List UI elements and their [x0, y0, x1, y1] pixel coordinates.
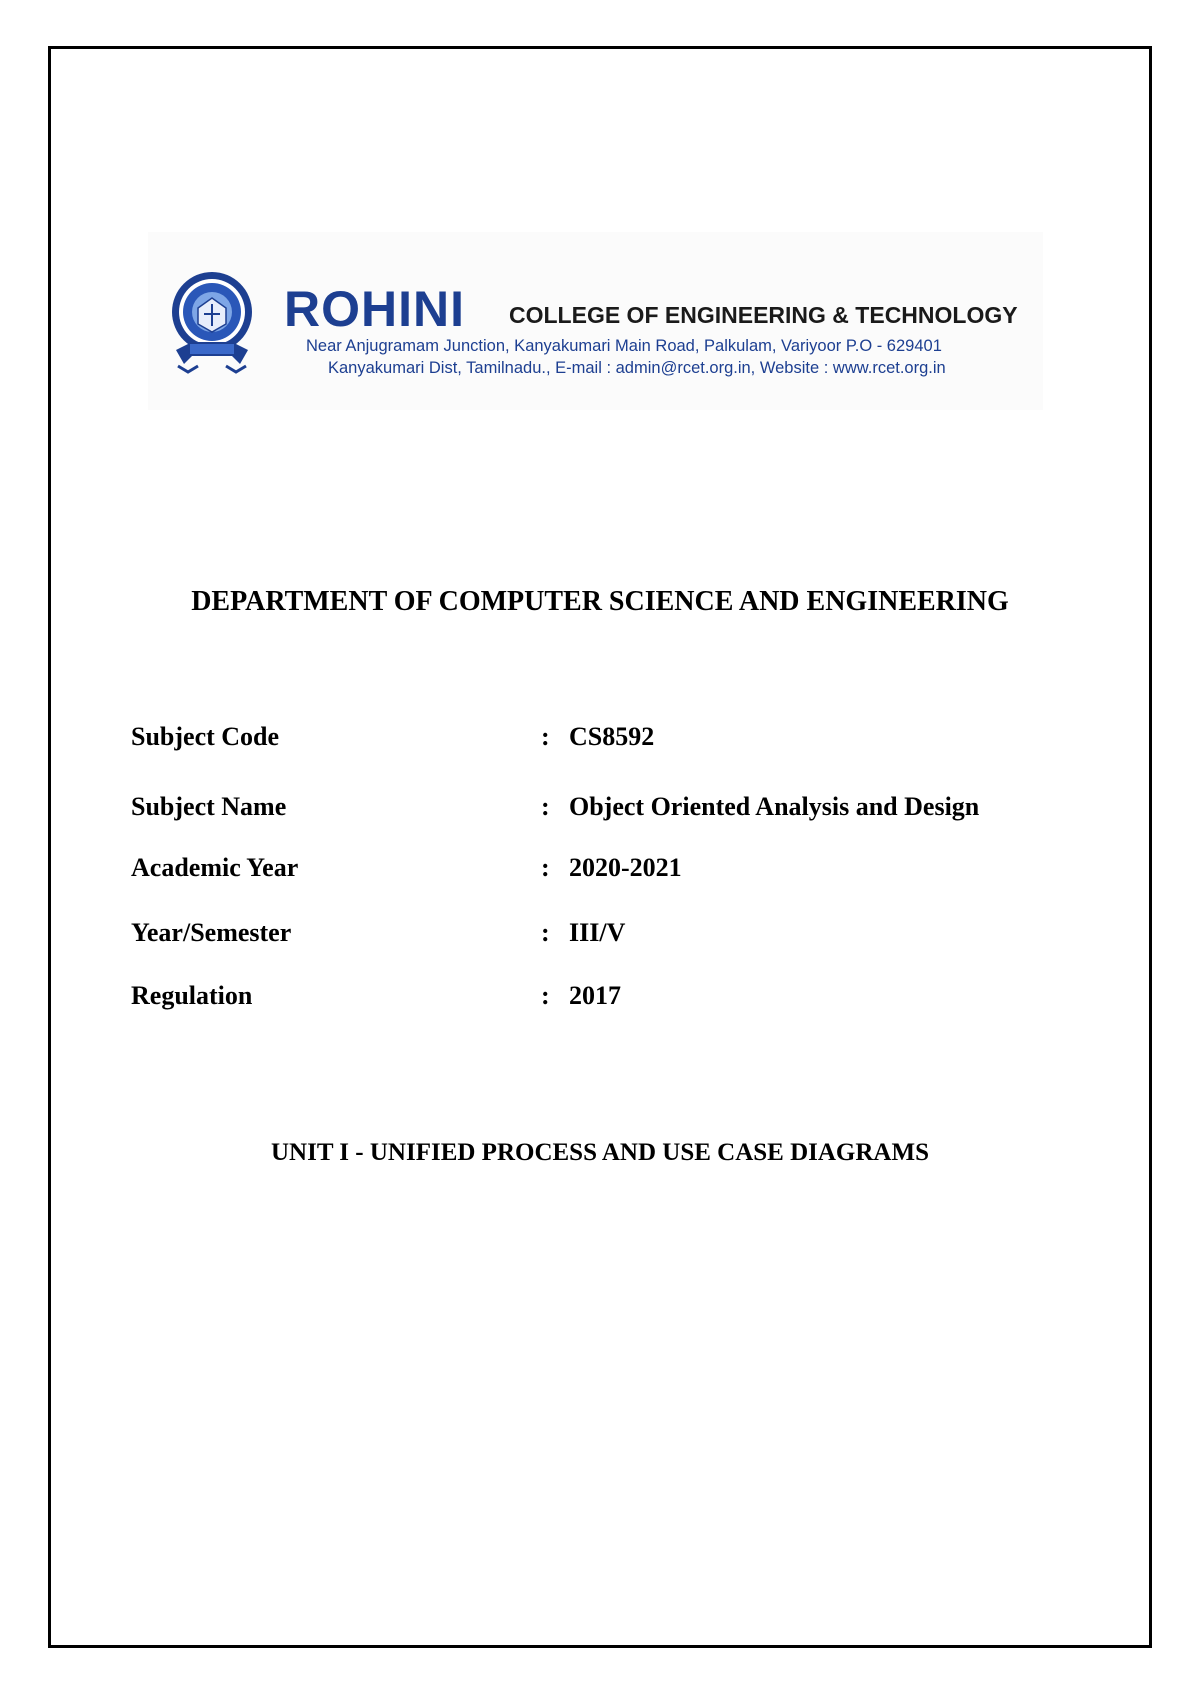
detail-value: III/V — [569, 918, 626, 947]
college-letterhead — [148, 232, 1043, 410]
detail-label: Subject Code — [131, 722, 280, 751]
address-line-2: Kanyakumari Dist, Tamilnadu., E-mail : admin@rcet.org.in, Website : www.rcet.org.in — [328, 359, 946, 377]
college-name: COLLEGE OF ENGINEERING & TECHNOLOGY — [509, 302, 1018, 328]
unit-title: UNIT I - UNIFIED PROCESS AND USE CASE DIAGRAMS — [271, 1139, 929, 1166]
subject-details — [131, 720, 1091, 1010]
detail-separator: : — [541, 918, 550, 947]
detail-row-subject-code — [131, 720, 1091, 754]
detail-row-year-semester — [131, 916, 1091, 950]
detail-value: 2020-2021 — [569, 853, 682, 882]
detail-row-academic-year — [131, 851, 1091, 885]
detail-label: Academic Year — [131, 853, 299, 882]
detail-value: CS8592 — [569, 722, 655, 751]
detail-row-subject-name — [131, 790, 1091, 824]
detail-separator: : — [541, 981, 550, 1010]
detail-label: Subject Name — [131, 792, 287, 821]
department-title: DEPARTMENT OF COMPUTER SCIENCE AND ENGINEERING — [191, 586, 1009, 617]
detail-separator: : — [541, 853, 550, 882]
detail-label: Year/Semester — [131, 918, 292, 947]
detail-value: Object Oriented Analysis and Design — [569, 792, 980, 821]
detail-value: 2017 — [569, 981, 621, 1010]
detail-row-regulation — [131, 979, 1091, 1013]
college-crest-icon — [168, 268, 256, 380]
detail-separator: : — [541, 722, 550, 751]
detail-separator: : — [541, 792, 550, 821]
brand-name: ROHINI — [284, 281, 465, 337]
address-line-1: Near Anjugramam Junction, Kanyakumari Main Road, Palkulam, Variyoor P.O - 629401 — [306, 337, 942, 355]
detail-label: Regulation — [131, 981, 253, 1010]
